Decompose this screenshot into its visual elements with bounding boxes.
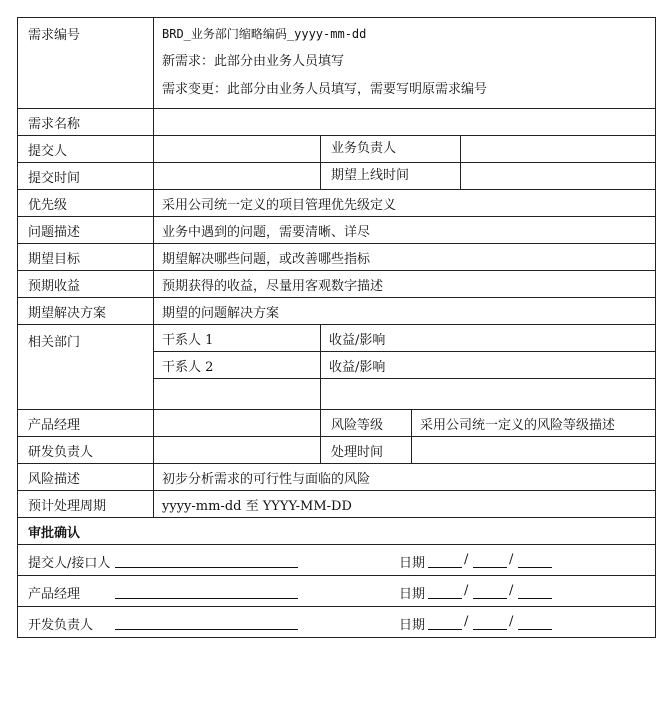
expected-launch-value[interactable] (461, 163, 655, 189)
dev-owner-value[interactable] (154, 437, 321, 464)
row-approval-1 (18, 545, 656, 576)
goal-label: 期望目标 (18, 244, 154, 271)
date-day-blank[interactable] (518, 583, 552, 599)
row-requirement-name (18, 109, 656, 136)
date-label: 日期 (399, 556, 426, 571)
row-benefit (18, 271, 656, 298)
row-approval-2 (18, 576, 656, 607)
date-label: 日期 (399, 587, 426, 602)
date-day-blank[interactable] (518, 614, 552, 630)
solution-value[interactable]: 期望的问题解决方案 (154, 298, 656, 325)
row-goal (18, 244, 656, 271)
date-year-blank[interactable] (428, 614, 462, 630)
priority-label: 优先级 (18, 190, 154, 217)
benefit-value[interactable]: 预期获得的收益，尽量用客观数字描述 (154, 271, 656, 298)
submitter-value[interactable] (154, 136, 321, 163)
departments-label: 相关部门 (18, 325, 154, 410)
cycle-label: 预计处理周期 (18, 491, 154, 518)
problem-label: 问题描述 (18, 217, 154, 244)
date-month-blank[interactable] (473, 614, 507, 630)
row-approval-3 (18, 607, 656, 638)
risk-label: 风险描述 (18, 464, 154, 491)
row-submitter (18, 136, 656, 163)
impact-2[interactable]: 收益/影响 (321, 352, 656, 379)
requirement-id-format: BRD_业务部门缩略编码_yyyy-mm-dd (162, 27, 367, 41)
dev-owner-label: 研发负责人 (18, 437, 154, 464)
date-year-blank[interactable] (428, 552, 462, 568)
signature-line[interactable] (115, 614, 298, 630)
date-slash: / (464, 552, 469, 567)
date-slash: / (509, 614, 514, 629)
row-approval-title (18, 518, 656, 545)
requirement-id-label: 需求编号 (18, 18, 154, 109)
stakeholder-3[interactable] (154, 379, 321, 410)
risk-value[interactable]: 初步分析需求的可行性与面临的风险 (154, 464, 656, 491)
stakeholder-2[interactable]: 干系人 2 (154, 352, 321, 379)
product-manager-value[interactable] (154, 410, 321, 437)
business-owner-label: 业务负责人 (321, 136, 461, 162)
handle-time-label: 处理时间 (321, 437, 412, 464)
benefit-label: 预期收益 (18, 271, 154, 298)
signature-line[interactable] (115, 583, 298, 599)
date-year-blank[interactable] (428, 583, 462, 599)
approval-role-label: 开发负责人 (28, 618, 94, 633)
row-problem (18, 217, 656, 244)
date-slash: / (464, 583, 469, 598)
row-risk (18, 464, 656, 491)
row-product-manager (18, 410, 656, 437)
approval-title: 审批确认 (18, 518, 656, 545)
impact-1[interactable]: 收益/影响 (321, 325, 656, 352)
requirement-form (17, 17, 655, 638)
stakeholder-1[interactable]: 干系人 1 (154, 325, 321, 352)
row-departments-1 (18, 325, 656, 352)
problem-value[interactable]: 业务中遇到的问题，需要清晰、详尽 (154, 217, 656, 244)
solution-label: 期望解决方案 (18, 298, 154, 325)
date-month-blank[interactable] (473, 552, 507, 568)
row-priority (18, 190, 656, 217)
date-day-blank[interactable] (518, 552, 552, 568)
submitter-label: 提交人 (18, 136, 154, 163)
handle-time-value[interactable] (412, 437, 656, 464)
cycle-value[interactable]: yyyy-mm-dd 至 YYYY-MM-DD (154, 491, 656, 518)
impact-3[interactable] (321, 379, 656, 410)
goal-value[interactable]: 期望解决哪些问题，或改善哪些指标 (154, 244, 656, 271)
product-manager-label: 产品经理 (18, 410, 154, 437)
requirement-id-note-new: 新需求：此部分由业务人员填写 (162, 54, 345, 69)
risk-level-value[interactable]: 采用公司统一定义的风险等级描述 (412, 410, 656, 437)
requirement-id-note-change: 需求变更：此部分由业务人员填写，需要写明原需求编号 (162, 82, 488, 97)
requirement-id-cell[interactable] (154, 18, 656, 109)
priority-value[interactable]: 采用公司统一定义的项目管理优先级定义 (154, 190, 656, 217)
requirement-name-label: 需求名称 (18, 109, 154, 136)
requirement-name-value[interactable] (154, 109, 656, 136)
approval-role-label: 提交人/接口人 (28, 556, 111, 571)
date-slash: / (464, 614, 469, 629)
date-slash: / (509, 583, 514, 598)
expected-launch-label: 期望上线时间 (321, 163, 461, 189)
date-label: 日期 (399, 618, 426, 633)
row-cycle (18, 491, 656, 518)
date-month-blank[interactable] (473, 583, 507, 599)
submit-time-value[interactable] (154, 163, 321, 190)
submit-time-label: 提交时间 (18, 163, 154, 190)
row-dev-owner (18, 437, 656, 464)
row-requirement-id (18, 18, 656, 109)
signature-line[interactable] (115, 552, 298, 568)
date-slash: / (509, 552, 514, 567)
business-owner-value[interactable] (461, 136, 655, 162)
risk-level-label: 风险等级 (321, 410, 412, 437)
row-submit-time (18, 163, 656, 190)
approval-role-label: 产品经理 (28, 587, 81, 602)
requirement-table (17, 17, 656, 638)
row-solution (18, 298, 656, 325)
